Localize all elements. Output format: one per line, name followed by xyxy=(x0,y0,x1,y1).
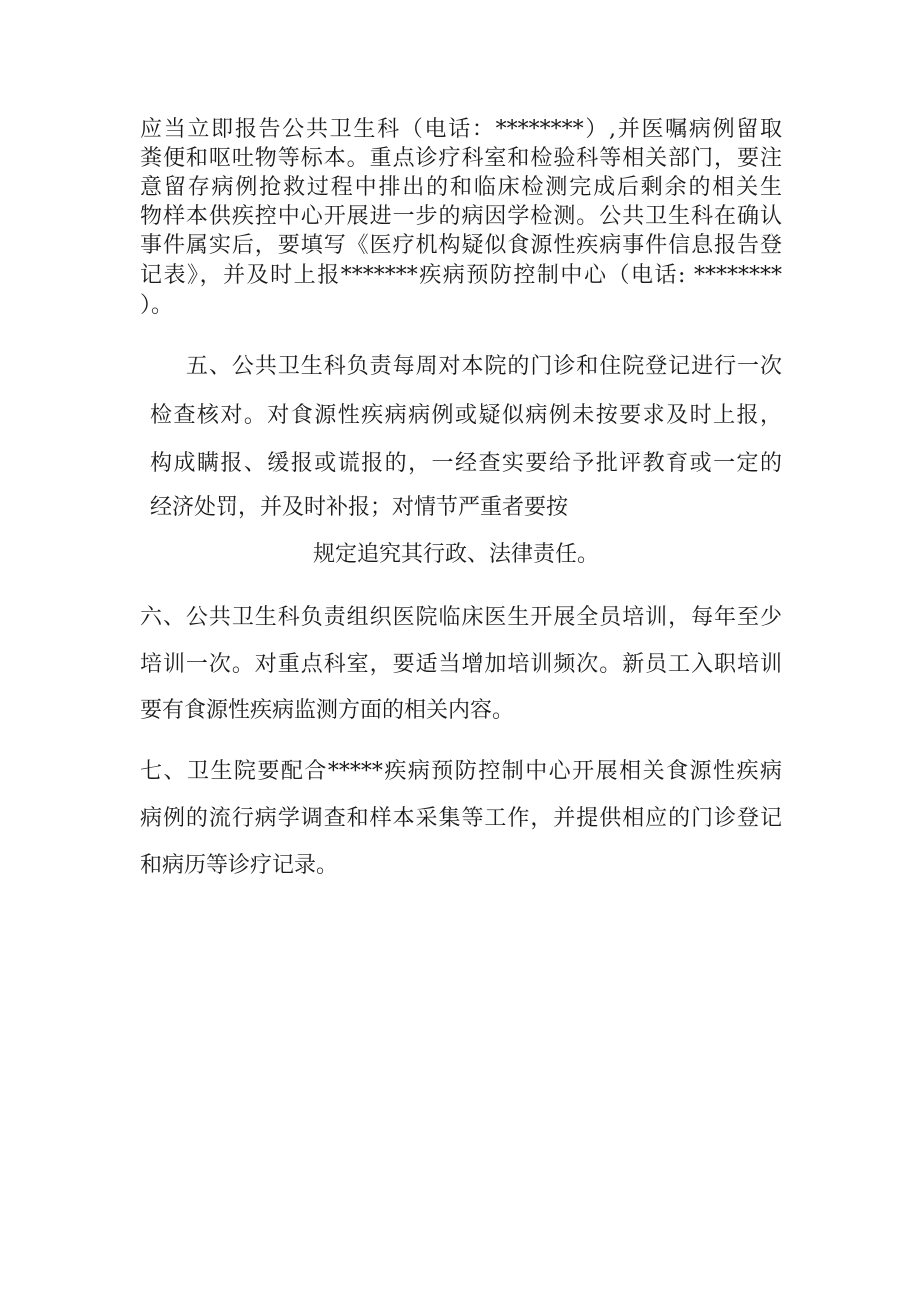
paragraph-line: 病例的流行病学调查和样本采集等工作，并提供相应的门诊登记 xyxy=(140,806,782,831)
paragraph-line: 要有食源性疾病监测方面的相关内容。 xyxy=(140,698,515,723)
paragraph-line: 规定追究其行政、法律责任。 xyxy=(313,542,600,567)
paragraph-line: 检查核对。对食源性疾病病例或疑似病例未按要求及时上报， xyxy=(150,403,782,428)
paragraph-line: 物样本供疾控中心开展进一步的病因学检测。公共卫生科在确认 xyxy=(140,204,782,229)
paragraph-line: 六、公共卫生科负责组织医院临床医生开展全员培训，每年至少 xyxy=(140,605,782,630)
paragraph-line: 和病历等诊疗记录。 xyxy=(140,853,339,878)
paragraph-line: 七、卫生院要配合*****疾病预防控制中心开展相关食源性疾病 xyxy=(140,759,782,784)
paragraph-line: 粪便和呕吐物等标本。重点诊疗科室和检验科等相关部门，要注 xyxy=(140,146,782,171)
paragraph-line: 意留存病例抢救过程中排出的和临床检测完成后剩余的相关生 xyxy=(140,175,782,200)
paragraph-line: 应当立即报告公共卫生科（电话：********）,并医嘱病例留取 xyxy=(140,117,782,142)
paragraph-line: 构成瞒报、缓报或谎报的，一经查实要给予批评教育或一定的 xyxy=(150,451,782,476)
paragraph-line: 培训一次。对重点科室，要适当增加培训频次。新员工入职培训 xyxy=(140,652,782,677)
paragraph-line: 事件属实后，要填写《医疗机构疑似食源性疾病事件信息报告登 xyxy=(140,233,782,258)
paragraph-line: 五、公共卫生科负责每周对本院的门诊和住院登记进行一次 xyxy=(186,354,782,379)
paragraph-line: 经济处罚，并及时补报；对情节严重者要按 xyxy=(150,495,569,520)
paragraph-line: ）。 xyxy=(140,293,174,318)
paragraph-line: 记表》，并及时上报*******疾病预防控制中心（电话: ******** xyxy=(140,263,782,288)
